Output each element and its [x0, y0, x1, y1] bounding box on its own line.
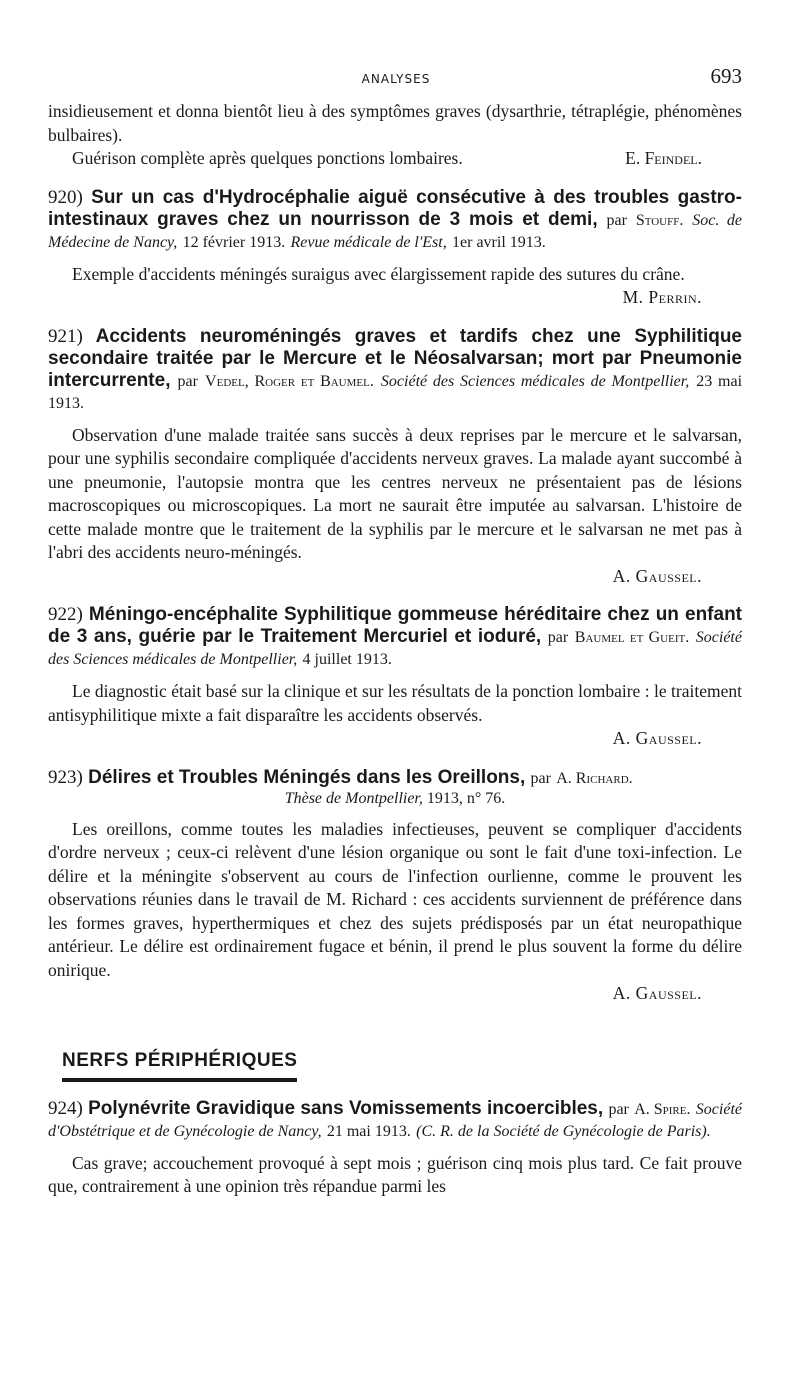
page-number: 693 [710, 64, 742, 88]
entry-date: 4 juillet 1913. [302, 651, 392, 668]
entry-source: Soc. de Médecine de Nancy, [48, 211, 743, 251]
entry-abstract: Les oreillons, comme toutes les maladies infectieuses, peuvent se compliquer d'accidents d'ordre nerveux ; ceux-ci relèvent d'une lésion organique ou sont le fait d'une toxi-infection. Le délire et la méningite s'observent au cours de l'infection ourlienne, comme le prouvent les observations réunies dans le travail de M. Richard : ces accidents surviennent de préférence dans les formes graves, hyperthermiques et chez des sujets prédisposés par un état neuropathique antérieur. Le délire est ordinairement fugace et bénin, il prend le plus souvent la forme du délire onirique. [48, 818, 742, 980]
entry-signature [48, 565, 742, 589]
abstract-entry [48, 187, 742, 310]
abstract-entry [48, 1098, 742, 1199]
entry-authors: Baumel et Gueit. [574, 629, 690, 646]
continued-conclusion [48, 147, 742, 171]
signature: A. Gaussel. [612, 728, 702, 748]
entry-title: Délires et Troubles Méningés dans les Oreillons, [88, 766, 526, 788]
entry-date: 1913, n° 76. [426, 789, 506, 807]
entry-journal: Revue médicale de l'Est, [290, 233, 447, 251]
entry-heading [48, 767, 742, 789]
entry-title: Polynévrite Gravidique sans Vomissements incoercibles, [88, 1097, 604, 1119]
entry-number: 921) [48, 325, 83, 347]
entry-by: par [547, 629, 569, 646]
entry-abstract: Le diagnostic était basé sur la clinique et sur les résultats de la ponction lombaire : le traitement antisyphilitique mixte a fait disparaître les accidents observés. [48, 681, 742, 725]
entry-source-line [48, 789, 742, 808]
entry-number: 920) [48, 186, 83, 208]
entry-heading [48, 187, 742, 253]
signature: A. Gaussel. [612, 983, 702, 1003]
entry-heading [48, 326, 742, 414]
entry-authors: Vedel, Roger et Baumel. [205, 372, 374, 390]
entry-by: par [177, 372, 198, 390]
entry-signature [48, 727, 742, 751]
entry-authors: A. Spire. [634, 1100, 691, 1118]
running-head-title: ANALYSES [361, 72, 431, 86]
entry-signature [48, 286, 742, 310]
entry-signature [48, 982, 742, 1006]
conclusion-text: Guérison complète après quelques ponctions lombaires. [72, 148, 463, 168]
entry-number: 922) [48, 604, 83, 625]
running-head [50, 64, 742, 90]
entry-date: 23 mai 1913. [48, 372, 743, 412]
entry-abstract: Cas grave; accouchement provoqué à sept mois ; guérison cinq mois plus tard. Ce fait prouve que, contrairement à une opinion très répandue parmi les [48, 1152, 742, 1196]
section-heading: NERFS PÉRIPHÉRIQUES [62, 1050, 297, 1082]
entry-heading [48, 1098, 742, 1142]
entry-abstract: Observation d'une malade traitée sans succès à deux reprises par le mercure et le salvarsan, pour une syphilis secondaire compliquée d'accidents nerveux graves. La malade ayant succombé à une pneumonie, l'autopsie montra que les centres nerveux ne présentaient pas de lésions macroscopiques ou microscopiques. La mort ne saurait être imputée au salvarsan. L'histoire de cette malade montre que le traitement de la syphilis par le mercure et le salvarsan ne met pas à l'abri des accidents neuro-méningés. [48, 424, 742, 562]
continued-text: insidieusement et donna bientôt lieu à des symptômes graves (dysarthrie, tétraplégie, phénomènes bulbaires). [48, 101, 742, 145]
entry-source: Société des Sciences médicales de Montpellier, [48, 629, 742, 668]
entry-authors: A. Richard. [556, 769, 633, 787]
entry-date: 21 mai 1913. [326, 1122, 411, 1140]
entry-title: Méningo-encéphalite Syphilitique gommeuse héréditaire chez un enfant de 3 ans, guérie par le Traitement Mercuriel et ioduré, [48, 604, 743, 647]
entry-title: Accidents neuroméningés graves et tardifs chez une Syphilitique secondaire traitée par le Mercure et le Néosalvarsan; mort par Pneumonie intercurrente, [48, 325, 742, 391]
abstract-entry [48, 604, 742, 751]
entry-journal-date: 1er avril 1913. [452, 233, 546, 251]
entry-abstract: Exemple d'accidents méningés suraigus avec élargissement rapide des sutures du crâne. [72, 263, 685, 284]
entry-source: Société d'Obstétrique et de Gynécologie de Nancy, [48, 1100, 742, 1140]
abstract-entry [48, 326, 742, 589]
entry-date: 12 février 1913. [182, 233, 286, 251]
entry-heading [48, 604, 742, 670]
abstract-entry [48, 767, 742, 1006]
signature: E. Feindel. [625, 148, 702, 168]
entry-journal: (C. R. de la Société de Gynécologie de Paris). [416, 1122, 711, 1140]
entry-source: Thèse de Montpellier, [284, 789, 423, 807]
text-column [48, 100, 742, 1199]
signature: M. Perrin. [622, 287, 702, 307]
entry-number: 924) [48, 1097, 83, 1119]
entry-authors: Stouff. [635, 211, 684, 229]
signature: A. Gaussel. [612, 565, 702, 586]
entry-by: par [608, 1100, 629, 1118]
entry-number: 923) [48, 766, 83, 788]
entry-title: Sur un cas d'Hydrocéphalie aiguë consécutive à des troubles gastro-intestinaux graves chez un nourrisson de 3 mois et demi, [48, 186, 742, 230]
entry-source: Société des Sciences médicales de Montpellier, [380, 372, 690, 390]
entry-by: par [606, 211, 627, 229]
entry-by: par [530, 769, 551, 787]
